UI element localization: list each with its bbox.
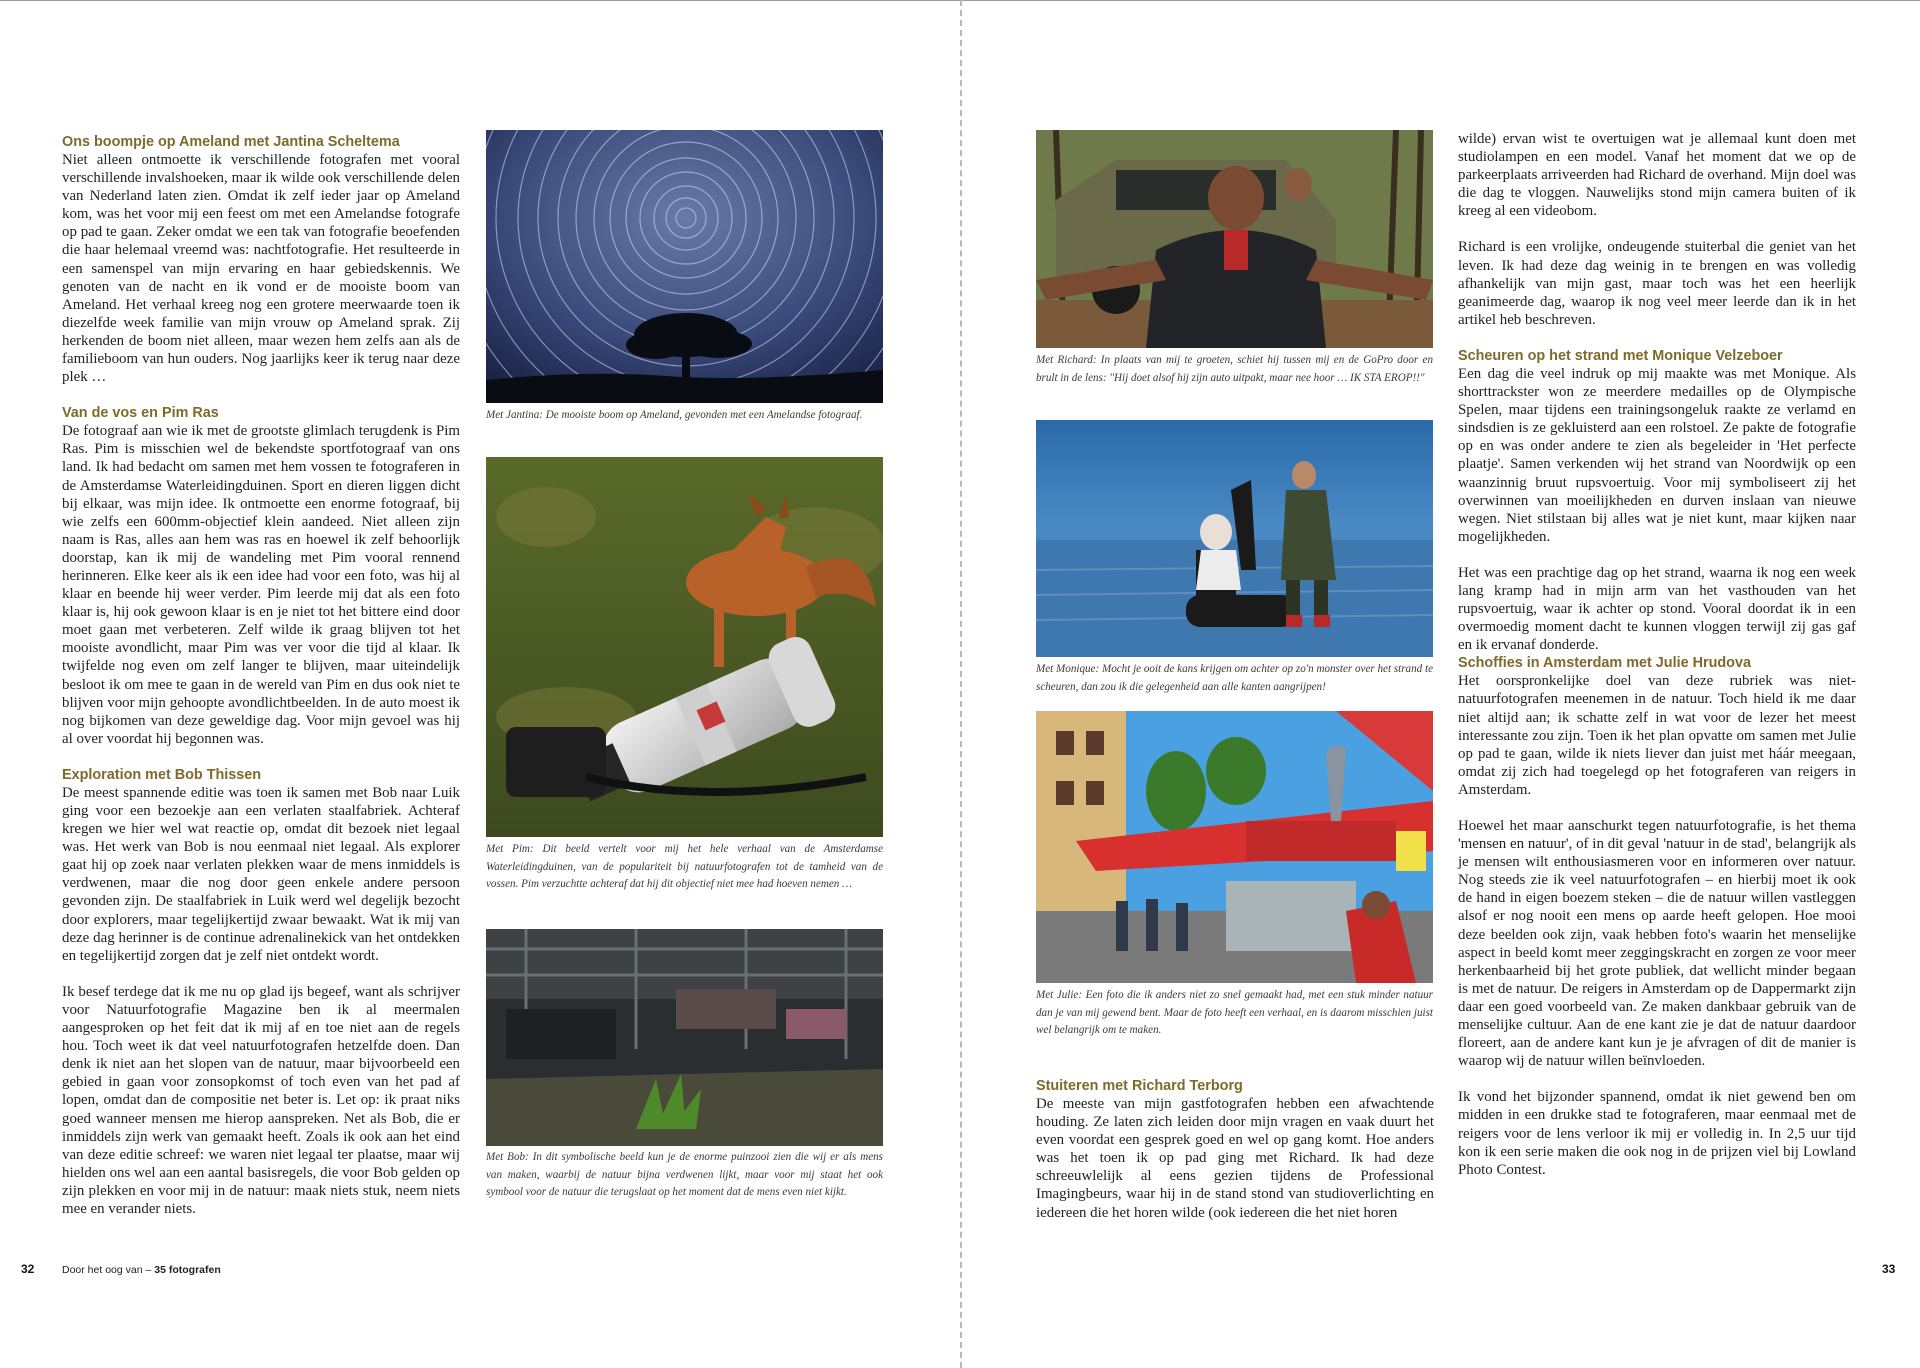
photo-richard-car [1036, 130, 1433, 348]
photo-monique-beach [1036, 420, 1433, 657]
paragraph-richard-1: De meeste van mijn gastfotografen hebben een afwachtende houding. Ze laten zich leiden door mijn vragen en vaak duurt het even voordat een gesprek goed en wel op gang komt. Hoe anders was het toen ik op pad ging met Richard. Ik had deze schreeuwlelijk al eens gezien tijdens de Professional Imagingbeurs, waar hij in de stand stond van studioverlichting en iedereen die het horen wilde (ook iedereen die het niet horen [1036, 1096, 1434, 1221]
section-title-richard: Stuiteren met Richard Terborg [1036, 1078, 1243, 1094]
running-footer-bold: 35 fotografen [154, 1264, 221, 1276]
page-number-left: 32 [21, 1262, 35, 1276]
photo-fox-lens [486, 457, 883, 837]
paragraph-monique-2: Het was een prachtige dag op het strand, waarna ik nog een week lang kramp had in mijn arm van het vasthouden van het rupsvoertuig, waar ik achter op stond. Vooral doordat ik in een overmoedig moment dacht te kunnen vloggen terwijl zij gas gaf en ik ervanaf donderde. [1458, 564, 1856, 654]
paragraph-pim: De fotograaf aan wie ik met de grootste glimlach terugdenk is Pim Ras. Pim is misschien wel de bekendste sportfotograaf van ons land. Ik had bedacht om samen met hem vossen te fotograferen in de Amsterdamse Waterleidingduinen. Sport en dieren liggen dicht bij elkaar, was mijn idee. Ik ontmoette een enorme fotograaf, bij wie zelfs een 600mm-objectief klein aandeed. Niet alleen zijn naam is Ras, alles aan hem was ras en hoewel ik zelf behoorlijk doorstap, kan ik mij de wandeling met Pim vooral rennend herinneren. Elke keer als ik een idee had voor een foto, was hij al klaar en beende hij weer verder. Pim leerde mij dat als een foto klaar is, hij ook gewoon klaar is en je niet tot het bittere eind door moet gaan met verbeteren. Zelf wilde ik graag blijven tot het mooiste avondlicht, maar Pim was ver voor die tijd al klaar. Ik twijfelde nog even om zelf langer te blijven, maar uiteindelijk besloot ik om mee te gaan in de wereld van Pim en dus ook niet te blijven voor mijn gehoopte avondlichtbeelden. In de auto moest ik nog bijkomen van deze geweldige dag. Voor mijn gevoel was hij al over voordat hij begonnen was. [62, 423, 460, 747]
section-title-pim: Van de vos en Pim Ras [62, 405, 219, 422]
caption-julie: Met Julie: Een foto die ik anders niet zo snel gemaakt had, met een stuk minder natuur dan je van mij gewend bent. Maar de foto heeft een verhaal, en is daarom misschien juist wel belangrijk om te maken. [1036, 989, 1433, 1037]
section-title-monique: Scheuren op het strand met Monique Velzeboer [1458, 347, 1783, 364]
paragraph-julie-3: Ik vond het bijzonder spannend, omdat ik niet gewend ben om midden in een drukke stad te fotograferen, maar eenmaal met de reigers voor de lens verloor ik mij er volledig in. In 2,5 uur tijd kon ik een serie maken die ook nog in de prijzen viel bij Lowland Photo Contest. [1458, 1089, 1856, 1178]
photo-star-trails [486, 130, 883, 403]
paragraph-julie-2: Hoewel het maar aanschurkt tegen natuurfotografie, is het thema 'mensen en natuur', of in dit geval 'natuur in de stad', belangrijk als je mensen wilt enthousiasmeren voor en informeren over natuur. Nog steeds zie ik veel natuurfotografen – en hierbij moet ik ook de hand in eigen boezem steken – die de natuur willen vastleggen alsof er nog nooit een mens op aarde heeft gelopen. Hoe mooi deze beelden ook zijn, vaak hebben foto's waarin het menselijke aspect in beeld komt meer zeggingskracht en zorgen ze voor meer herkenbaarheid bij het grote publiek, dat wellicht minder begaan is met de natuur. De reigers in Amsterdam op de Dappermarkt zijn daar een goed voorbeeld van. Ze maken dankbaar gebruik van de menselijke cultuur. Aan de ene kant zie je dat de natuur daardoor floreert, aan de andere kant kun je je afvragen of dit de manier is waarop wij de natuur willen beïnvloeden. [1458, 818, 1856, 1070]
right-text-column [1458, 130, 1856, 1179]
running-footer-prefix: Door het oog van – [62, 1264, 155, 1276]
paragraph-bob-2: Ik besef terdege dat ik me nu op glad ijs begeef, want als schrijver voor Natuurfotografie Magazine ben ik al meermalen aangesproken op het feit dat ik mij af en toe niet aan de regels hou. Toch weet ik dat veel natuurfotografen hetzelfde doen. Dan denk ik niet aan het slopen van de natuur, maar bijvoorbeeld een gebied in gaan voor zonsopkomst of toch even van het pad af lopen, omdat dan de compositie net beter is. Let op: ik praat niks goed wanneer mensen me hierop aanspreken. Net als Bob, die er inmiddels zijn werk van gemaakt heeft. Zoals ik ook aan het eind van deze editie schreef: we waren niet legaal ter plaatse, maar wij hielden ons wel aan een aantal basisregels, die voor Bob gelden op zijn plekken en voor mij in de natuur: maak niets stuk, neem niets mee en verander niets. [62, 983, 460, 1217]
paragraph-richard-continuation: wilde) ervan wist te overtuigen wat je allemaal kunt doen met studiolampen en een model. Vanaf het moment dat we op de parkeerplaats arriveerden had Richard de overhand. Mijn doel was die dag te vloggen. Nauwelijks stond mijn camera buiten of ik kreeg al een videobom. [1458, 131, 1856, 220]
running-footer [62, 1264, 221, 1276]
paragraph-monique-1: Een dag die veel indruk op mij maakte was met Monique. Als shorttrackster won ze meerdere medailles op de Olympische Spelen, maar tijdens een trainingsongeluk raakte ze verlamd en sindsdien is ze gekluisterd aan een rolstoel. Ze pakte de fotografie op en was onder andere te zien als begeleider in 'Het perfecte plaatje'. Samen verkenden wij het strand van Noordwijk op een waanzinnig bruut rupsvoertuig. Voor mij symboliseert zij het overwinnen van moeilijkheden en durven inslaan van nieuwe wegen. Niet stilstaan bij alles wat je niet kunt, maar kijken naar mogelijkheden. [1458, 365, 1856, 545]
photo-julie-market [1036, 711, 1433, 983]
paragraph-julie-1: Het oorspronkelijke doel van deze rubriek was niet-natuurfotografen meenemen in de natuur. Toch hield ik me daar niet altijd aan; ik schatte zelf in wat voor de lezer het meest interessante zou zijn. Toen ik het plan opvatte om samen met Julie op pad te gaan, wilde ik niets liever dan juist met háár meegaan, omdat zij zich had toegelegd op het fotograferen van reigers in Amsterdam. [1458, 673, 1856, 798]
left-text-column [62, 133, 460, 1218]
section-title-julie: Schoffies in Amsterdam met Julie Hrudova [1458, 655, 1751, 672]
caption-monique: Met Monique: Mocht je ooit de kans krijgen om achter op zo'n monster over het strand te scheuren, dan zou ik die gelegenheid aan alle kanten aangrijpen! [1036, 663, 1433, 693]
caption-richard: Met Richard: In plaats van mij te groeten, schiet hij tussen mij en de GoPro door en brult in de lens: "Hij doet alsof hij zijn auto uitpakt, maar nee hoor … IK STA EROP!!" [1036, 354, 1433, 384]
photo-steel-factory [486, 929, 883, 1146]
page-spine [960, 0, 962, 1368]
section-title-jantina: Ons boompje op Ameland met Jantina Scheltema [62, 134, 400, 150]
paragraph-richard-2: Richard is een vrolijke, ondeugende stuiterbal die geniet van het leven. Ik had deze dag weinig in te brengen en was volledig afhankelijk van mijn gast, maar toch was het een heerlijk geanimeerde dag, waarop ik nog veel meer leerde dan ik in het artikel heb beschreven. [1458, 239, 1856, 328]
paragraph-bob-1: De meest spannende editie was toen ik samen met Bob naar Luik ging voor een bezoekje aan een verlaten staalfabriek. Achteraf kregen we hier wel wat reactie op, omdat dit bezoek niet legaal was. Het werk van Bob is nou eenmaal niet legaal. Als explorer gaat hij op zoek naar verlaten plekken waar de mens inmiddels is verdwenen, maar die nog door geen enkele andere persoon gevonden zijn. De staalfabriek in Luik werd wel degelijk bezocht door explorers, maar tegelijkertijd zwaar bewaakt. Wat ik mij van deze dag herinner is de continue adrenalinekick van het ontdekken en tegelijkertijd zorgen dat je zelf niet ontdekt wordt. [62, 784, 460, 964]
caption-jantina: Met Jantina: De mooiste boom op Ameland, gevonden met een Amelandse fotograaf. [486, 409, 863, 421]
page-number-right: 33 [1882, 1262, 1896, 1276]
paragraph-jantina: Niet alleen ontmoette ik verschillende fotografen met vooral verschillende invalshoeken, maar ik wilde ook verschillende delen van Nederland laten zien. Omdat ik zelf ieder jaar op Ameland kom, was het voor mij een feest om met een Amelandse fotografe op pad te gaan. Zeker omdat we een tak van fotografie beoefenden die haar helemaal vreemd was: nachtfotografie. Het resulteerde in een samenspel van mijn ervaring en haar gebiedskennis. We genoten van de nacht en ik vond er de mooiste boom van Ameland. Het verhaal kreeg nog een grotere meerwaarde toen ik diezelfde week familie van mijn vrouw op Ameland sprak. Zij herkenden de boom niet alleen, maar wezen hem zelfs aan als de familieboom van hun ouders. Nog jaarlijks keer ik terug naar deze plek … [62, 152, 460, 386]
section-title-bob: Exploration met Bob Thissen [62, 766, 262, 783]
caption-pim: Met Pim: Dit beeld vertelt voor mij het hele verhaal van de Amsterdamse Waterleidingduinen, van de populariteit bij natuurfotografen tot de tamheid van de vossen. Pim verzuchtte achteraf dat hij dit objectief niet mee had hoeven nemen … [486, 843, 883, 891]
caption-bob: Met Bob: In dit symbolische beeld kun je de enorme puinzooi zien die wij er als mens van maken, waarbij de natuur bijna verdwenen lijkt, maar voor mij staat het ook symbool voor de natuur die terugslaat op het moment dat de mens even niet kijkt. [486, 1151, 883, 1199]
richard-text-column [1036, 1077, 1434, 1222]
